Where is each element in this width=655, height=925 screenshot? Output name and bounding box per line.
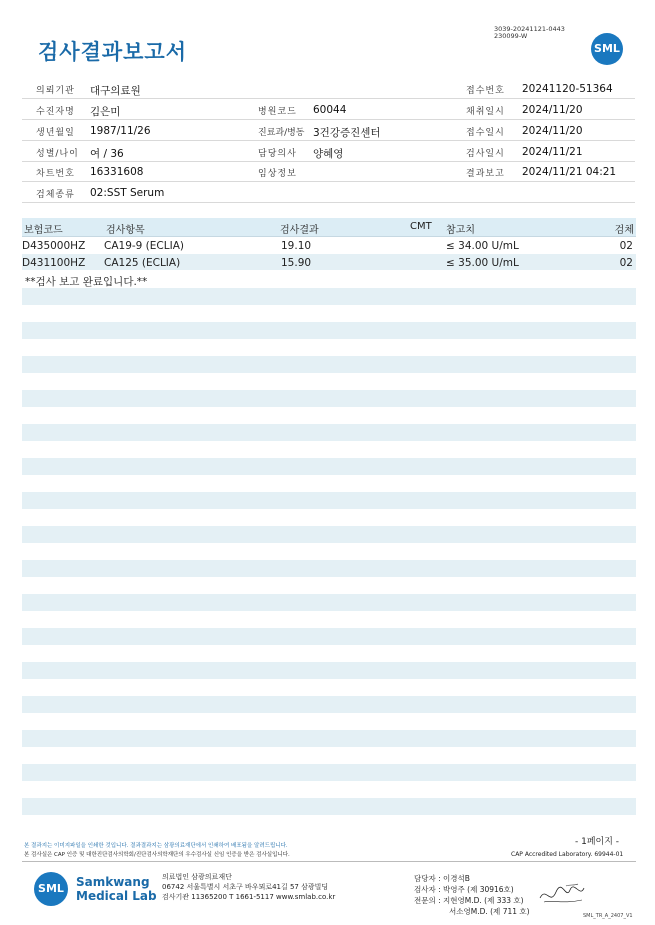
signature-icon [536,880,588,910]
brand-line2: Medical Lab [76,889,157,903]
empty-row-stripe [22,322,636,339]
chart-no-label: 차트번호 [36,169,75,179]
sml-logo-icon-footer: SML [34,872,68,906]
doc-id-line2: 230099-W [494,32,528,40]
completion-row [22,271,636,287]
institution-value: 대구의료원 [90,85,141,97]
staff-line4: 서소영M.D. (제 711 호) [449,907,530,916]
form-code: SML_TR_A_2407_V1 [583,913,633,919]
empty-row-stripe [22,288,636,305]
brand-name [76,875,157,903]
row-result: 15.90 [281,257,312,269]
address-line1: 의료법인 삼광의료재단 [162,873,232,881]
footer-note-2: 본 검사실은 CAP 인증 및 대한진단검사의학회/진단검사의학재단의 우수검사실 신임 인증을 받은 검사실입니다. [24,852,290,858]
row-code: D435000HZ [22,240,86,252]
footer-divider [22,861,636,862]
receipt-date-value: 2024/11/20 [522,125,583,137]
dob-value: 1987/11/26 [90,125,151,137]
col-spec: 검체 [614,225,634,236]
institution-label: 의뢰기관 [36,86,75,96]
report-title: 검사결과보고서 [38,40,188,64]
empty-row-stripe [22,696,636,713]
col-cmt: CMT [410,221,432,232]
footer-note-1: 본 결과지는 이미지파일을 인쇄한 것입니다. 결과결과지는 삼광의료재단에서 인쇄하여 배포됨을 알려드립니다. [24,843,288,849]
doctor-label: 담당의사 [258,149,297,159]
empty-row-stripe [22,730,636,747]
completion-note: **검사 보고 완료입니다.** [25,276,148,288]
hospital-code-label: 병원코드 [258,107,297,117]
col-code: 보험코드 [24,225,63,236]
empty-row-stripe [22,526,636,543]
header-row-5 [22,161,635,182]
col-ref: 참고치 [446,225,475,236]
empty-row-stripe [22,356,636,373]
empty-row-stripe [22,560,636,577]
header-row-4 [22,141,635,162]
row-code: D431100HZ [22,257,86,269]
address-line3: 검사기관 11365200 T 1661-5117 www.smlab.co.kr [162,893,336,901]
footer-notes [24,842,290,860]
specimen-label: 검체종류 [36,190,75,200]
collect-date-label: 채취일시 [466,107,505,117]
header-row-2 [22,99,635,120]
hospital-code-value: 60044 [313,104,347,116]
row-ref: ≤ 34.00 U/mL [446,240,519,252]
col-result: 검사결과 [280,225,319,236]
row-spec: 02 [619,257,633,269]
row-item: CA125 (ECLIA) [104,257,181,269]
table-row [22,237,636,253]
page-number: - 1페이지 - [575,837,620,847]
report-date-value: 2024/11/21 04:21 [522,166,617,178]
patient-value: 김은미 [90,106,121,118]
staff-line2: 검사자 : 박영주 (제 30916호) [414,885,514,894]
clinical-label: 임상정보 [258,169,297,179]
row-ref: ≤ 35.00 U/mL [446,257,519,269]
brand-line1: Samkwang [76,875,150,889]
receipt-date-label: 접수일시 [466,128,505,138]
empty-row-stripe [22,798,636,815]
header-row-1 [22,78,635,99]
sex-age-label: 성별/나이 [36,149,79,159]
test-date-label: 검사일시 [466,149,505,159]
table-row [22,254,636,270]
dob-label: 생년월일 [36,128,75,138]
header-row-6 [22,182,635,203]
empty-row-stripe [22,390,636,407]
empty-row-stripe [22,764,636,781]
sml-logo-icon: SML [591,33,623,65]
empty-row-stripe [22,458,636,475]
staff-block [414,873,530,917]
address-line2: 06742 서울특별시 서초구 바우뫼로41길 57 삼광빌딩 [162,883,329,891]
test-date-value: 2024/11/21 [522,146,583,158]
specimen-value: 02:SST Serum [90,187,165,199]
staff-line3: 전문의 : 지현영M.D. (제 333 호) [414,896,524,905]
row-item: CA19-9 (ECLIA) [104,240,184,252]
receipt-no-value: 20241120-51364 [522,83,613,95]
doctor-value: 양혜영 [313,148,344,160]
dept-label: 진료과/병동 [258,128,305,138]
dept-value: 3건강증진센터 [313,127,381,139]
header-row-3 [22,120,635,141]
report-date-label: 결과보고 [466,169,505,179]
doc-id-line1: 3039-20241121-0443 [494,25,565,33]
empty-row-stripe [22,662,636,679]
empty-row-stripe [22,424,636,441]
collect-date-value: 2024/11/20 [522,104,583,116]
row-spec: 02 [619,240,633,252]
results-table-header [22,218,636,237]
document-id [494,26,565,40]
staff-line1: 담당자 : 이경석B [414,874,470,883]
lab-address [162,872,335,902]
receipt-no-label: 접수번호 [466,86,505,96]
patient-label: 수진자명 [36,107,75,117]
cap-accreditation: CAP Accredited Laboratory. 69944-01 [511,851,624,858]
empty-row-stripe [22,628,636,645]
col-item: 검사항목 [106,225,145,236]
empty-row-stripe [22,492,636,509]
row-result: 19.10 [281,240,312,252]
chart-no-value: 16331608 [90,166,144,178]
sex-age-value: 여 / 36 [90,148,124,160]
empty-row-stripe [22,594,636,611]
